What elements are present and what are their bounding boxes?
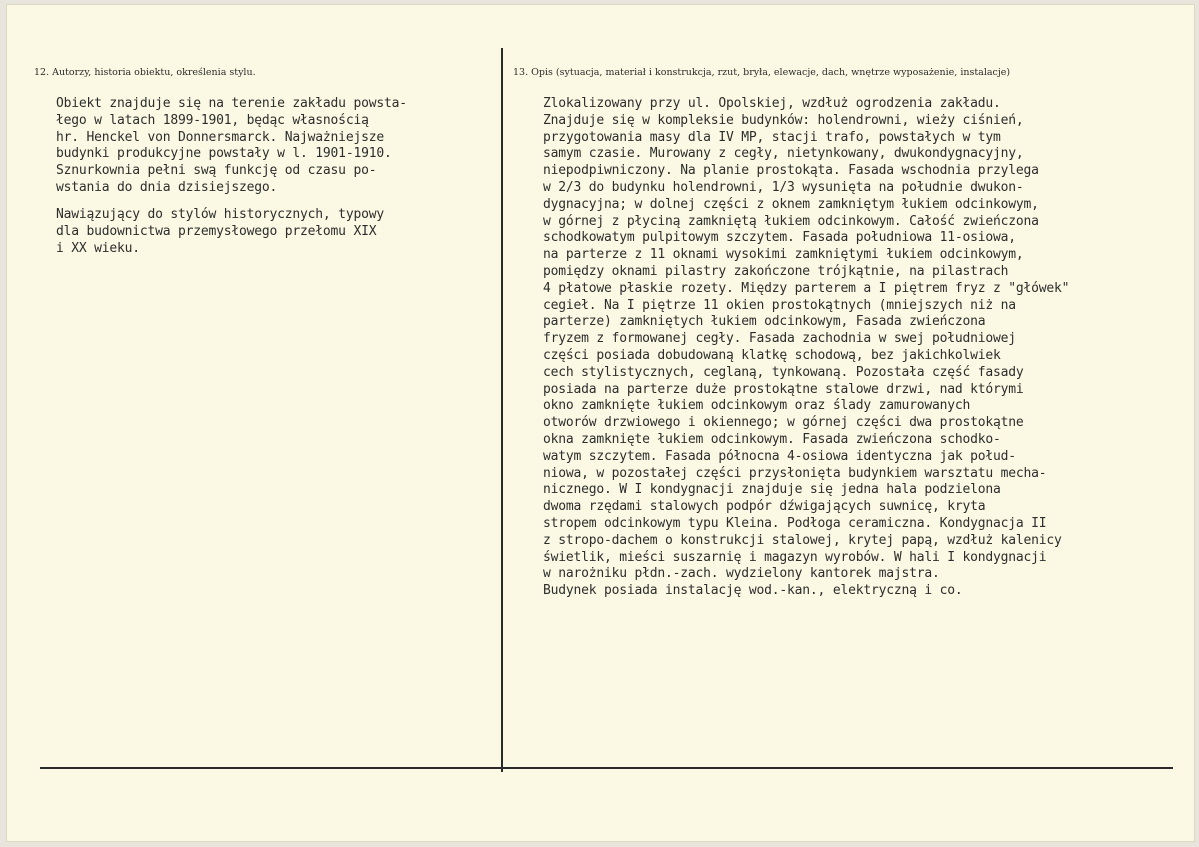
text-line: łego w latach 1899-1901, będąc własnością [56,112,369,128]
text-line: niepodpiwniczony. Na planie prostokąta. Fasada wschodnia przylega [543,163,1039,179]
text-line: okno zamknięte łukiem odcinkowym oraz ślady zamurowanych [543,398,971,414]
text-line: w górnej z płyciną zamkniętą łukiem odcinkowym. Całość zwieńczona [543,213,1039,229]
text-line: posiada na parterze duże prostokątne stalowe drzwi, nad którymi [543,381,1024,397]
text-line: dla budownictwa przemysłowego przełomu XIX [56,223,377,239]
text-line: cech stylistycznych, ceglaną, tynkowaną. Pozostała część fasady [543,364,1024,380]
text-line: wstania do dnia dzisiejszego. [56,179,278,195]
vertical-divider [501,48,503,772]
text-line: Nawiązujący do stylów historycznych, typowy [56,207,384,222]
text-line: przygotowania masy dla IV MP, stacji trafo, powstałych w tym [543,129,1001,145]
horizontal-divider [40,767,1173,769]
text-line: budynki produkcyjne powstały w l. 1901-1910. [56,146,392,162]
text-line: z stropo-dachem o konstrukcji stalowej, krytej papą, wzdłuż kalenicy [543,532,1062,548]
text-line: świetlik, mieści suszarnię i magazyn wyrobów. W hali I kondygnacji [543,549,1047,565]
text-line: w 2/3 do budynku holendrowni, 1/3 wysunięta na południe dwukon- [543,179,1024,195]
text-line: schodkowatym pulpitowym szczytem. Fasada południowa 11-osiowa, [543,230,1016,246]
section-13-body [543,96,1069,600]
text-line: i XX wieku. [56,240,140,256]
text-line: niowa, w pozostałej części przysłonięta budynkiem warsztatu mecha- [543,465,1047,481]
text-line: fryzem z formowanej cegły. Fasada zachodnia w swej południowej [543,331,1016,347]
text-line: 4 płatowe płaskie rozety. Między parterem a I piętrem fryz z "główek" [543,280,1070,296]
section-12-paragraph-2 [56,207,384,257]
text-line: stropem odcinkowym typu Kleina. Podłoga ceramiczna. Kondygnacja II [543,515,1047,531]
text-line: części posiada dobudowaną klatkę schodową, bez jakichkolwiek [543,347,1001,363]
text-line: parterze) zamkniętych łukiem odcinkowym, Fasada zwieńczona [543,314,986,330]
section-12-paragraph-1 [56,96,407,197]
text-line: Zlokalizowany przy ul. Opolskiej, wzdłuż ogrodzenia zakładu. [543,96,1001,111]
text-line: okna zamknięte łukiem odcinkowym. Fasada zwieńczona schodko- [543,431,1001,447]
text-line: Sznurkownia pełni swą funkcję od czasu po- [56,163,377,179]
text-line: cegieł. Na I piętrze 11 okien prostokątnych (mniejszych niż na [543,297,1016,313]
text-line: na parterze z 11 oknami wysokimi zamkniętymi łukiem odcinkowym, [543,247,1024,263]
section-13-heading: 13. Opis (sytuacja, materiał i konstrukcja, rzut, bryła, elewacje, dach, wnętrze wyposażenie, instalacje) [513,67,1011,78]
text-line: hr. Henckel von Donnersmarck. Najważniejsze [56,129,384,145]
text-line: otworów drzwiowego i okiennego; w górnej części dwa prostokątne [543,415,1024,431]
document-card [6,4,1195,842]
text-line: w narożniku płdn.-zach. wydzielony kantorek majstra. [543,566,940,582]
text-line: samym czasie. Murowany z cegły, nietynkowany, dwukondygnacyjny, [543,146,1024,162]
text-line: pomiędzy oknami pilastry zakończone trójkątnie, na pilastrach [543,263,1009,279]
text-line: Znajduje się w kompleksie budynków: holendrowni, wieży ciśnień, [543,112,1024,128]
text-line: dygnacyjna; w dolnej części z oknem zamkniętym łukiem odcinkowym, [543,196,1039,212]
text-line: Obiekt znajduje się na terenie zakładu powsta- [56,96,407,111]
text-line: Budynek posiada instalację wod.-kan., elektryczną i co. [543,583,963,599]
text-line: nicznego. W I kondygnacji znajduje się jedna hala podzielona [543,482,1001,498]
section-12-heading: 12. Autorzy, historia obiektu, określenia stylu. [34,67,256,78]
text-line: dwoma rzędami stalowych podpór dźwigających suwnicę, kryta [543,499,986,515]
text-line: watym szczytem. Fasada północna 4-osiowa identyczna jak połud- [543,448,1016,464]
